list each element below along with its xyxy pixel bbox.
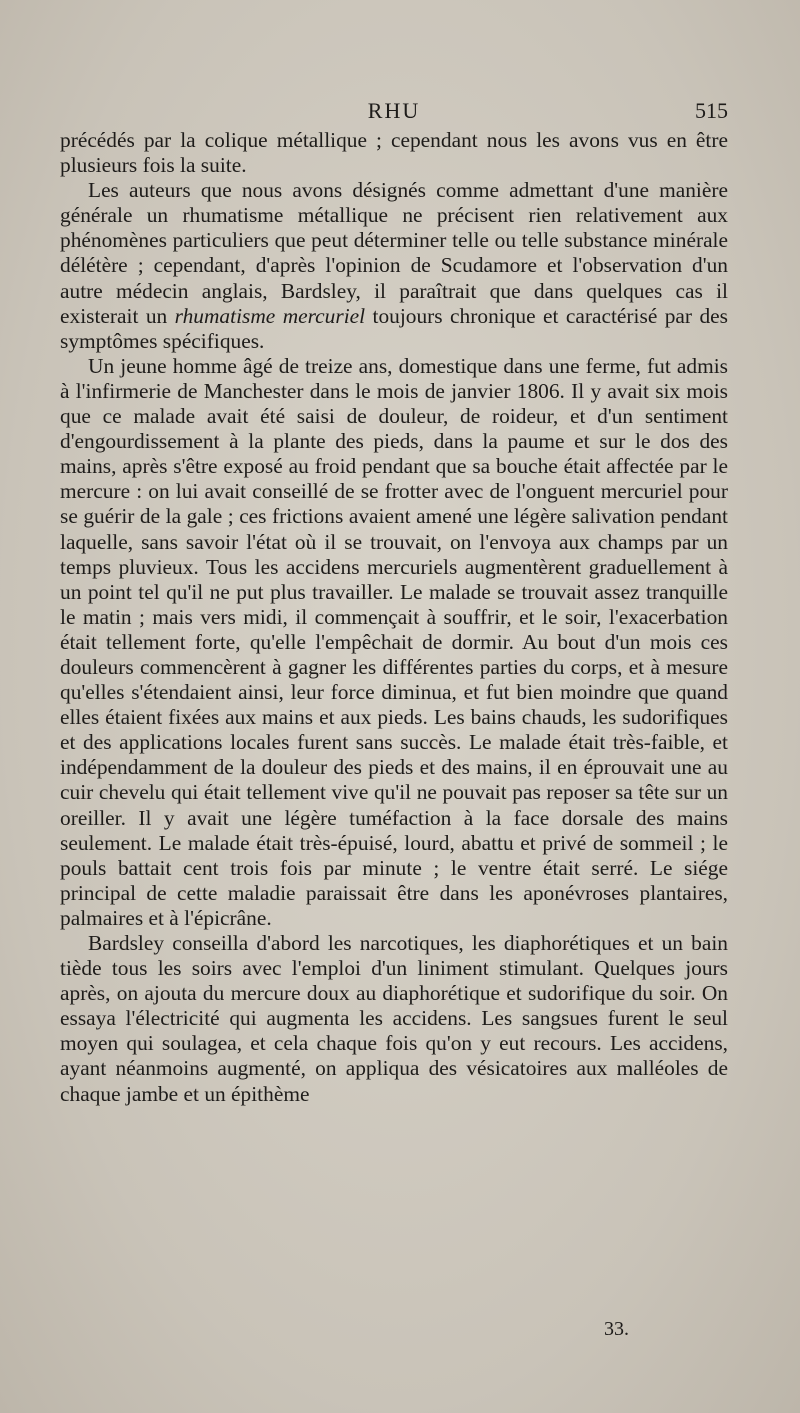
text-run: précédés par la colique métallique ; cependant nous les avons vus en être plusieurs fois la suite. bbox=[60, 128, 728, 178]
body-text bbox=[60, 128, 728, 1107]
book-page bbox=[60, 98, 728, 1107]
text-run: Les auteurs que nous avons désignés comme admettant d'une manière générale un rhumatisme métallique ne précisent rien relativement aux phénomènes particuliers que peut déterminer telle ou telle substance minérale délétère ; cependant, d'après l'opinion de Scudamore et l'observation d'un autre médecin anglais, Bardsley, il paraîtrait que dans quelques cas il existerait un bbox=[60, 178, 728, 328]
italic-term: rhumatisme mercuriel bbox=[174, 303, 366, 328]
paragraph bbox=[60, 354, 728, 931]
paragraph bbox=[60, 178, 728, 354]
page-number: 515 bbox=[695, 98, 728, 123]
paragraph bbox=[60, 931, 728, 1107]
text-run: Un jeune homme âgé de treize ans, domestique dans une ferme, fut admis à l'infirmerie de Manchester dans le mois de janvier 1806. Il y avait six mois que ce malade avait été saisi de douleur, de roideur, et d'un sentiment d'engourdissement à la plante des pieds, dans la paume et sur le dos des mains, après s'être exposé au froid pendant que sa bouche était affectée par le mercure : on lui avait conseillé de se frotter avec de l'onguent mercuriel pour se guérir de la gale ; ces frictions avaient amené une légère salivation pendant laquelle, sans savoir l'état où il se trouvait, on l'envoya aux champs par un temps pluvieux. Tous les accidens mercuriels augmentèrent graduellement à un point tel qu'il ne put plus travailler. Le malade se trouvait assez tranquille le matin ; mais vers midi, il commençait à souffrir, et le soir, l'exacerbation était tellement forte, qu'elle l'empêchait de dormir. Au bout d'un mois ces douleurs commencèrent à gagner les différentes parties du corps, et à mesure qu'elles s'étendaient ainsi, leur force diminua, et fut bien moindre que quand elles étaient fixées aux mains et aux pieds. Les bains chauds, les sudorifiques et des applications locales furent sans succès. Le malade était très-faible, et indépendamment de la douleur des pieds et des mains, il en éprouvait une au cuir chevelu qui était tellement vive qu'il ne pouvait pas reposer sa tête sur un oreiller. Il y avait une légère tuméfaction à la face dorsale des mains seulement. Le malade était très-épuisé, lourd, abattu et privé de sommeil ; le pouls battait cent trois fois par minute ; le ventre était serré. Le siége principal de cette maladie paraissait être dans les aponévroses plantaires, palmaires et à l'épicrâne. bbox=[60, 353, 728, 930]
printer-signature-mark: 33. bbox=[604, 1318, 629, 1340]
running-head bbox=[60, 98, 728, 128]
running-head-title: RHU bbox=[367, 98, 421, 123]
text-run: toujours chronique et caractérisé par des symptômes spécifiques. bbox=[60, 303, 728, 353]
paragraph bbox=[60, 128, 728, 178]
text-run: Bardsley conseilla d'abord les narcotiques, les diaphorétiques et un bain tiède tous les soirs avec l'emploi d'un liniment stimulant. Quelques jours après, on ajouta du mercure doux au diaphorétique et sudorifique du soir. On essaya l'électricité qui augmenta les accidens. Les sangsues furent le seul moyen qui soulagea, et cela chaque fois qu'on y eut recours. Les accidens, ayant néanmoins augmenté, on appliqua des vésicatoires aux malléoles de chaque jambe et un épithème bbox=[60, 931, 728, 1106]
